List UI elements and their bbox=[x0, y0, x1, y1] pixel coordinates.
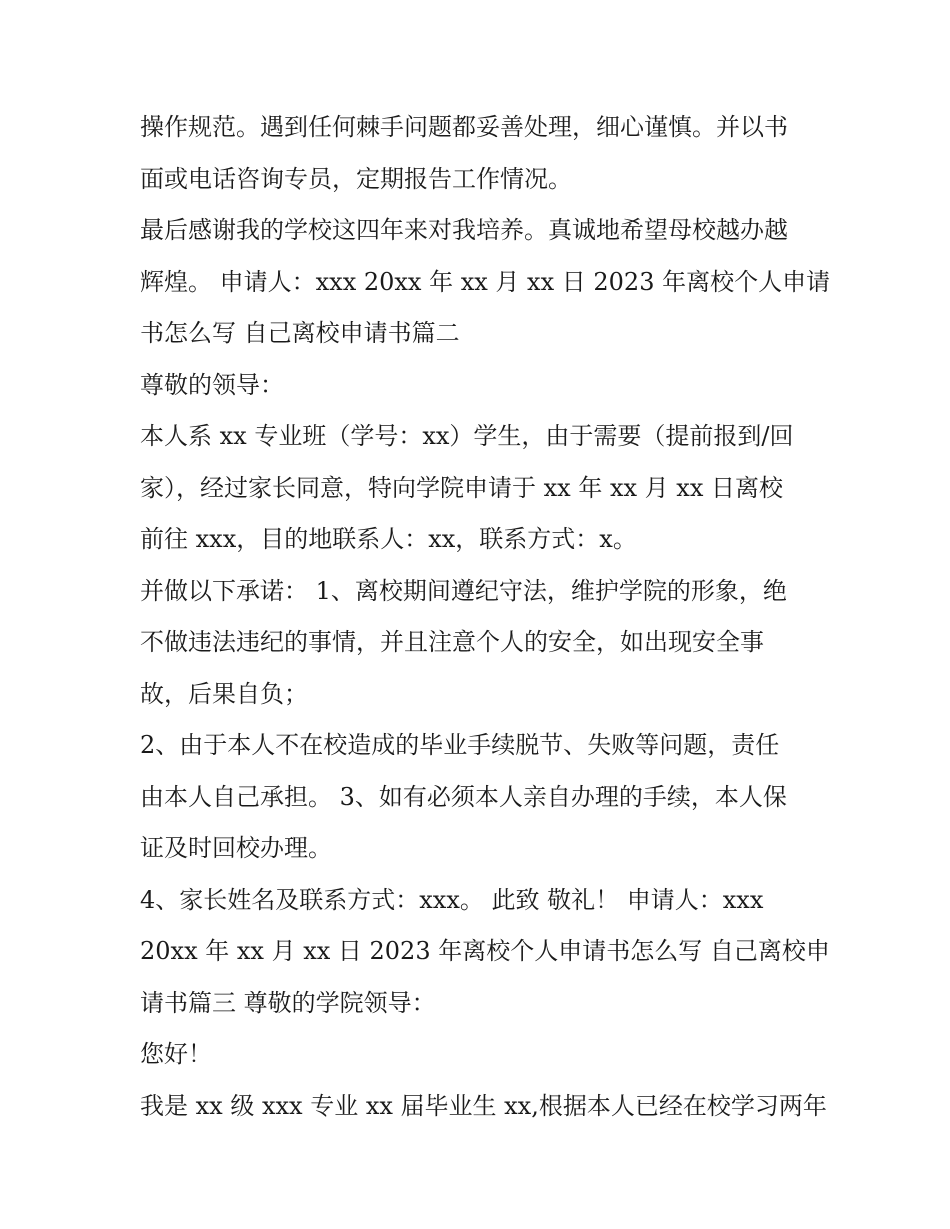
text-line: 书怎么写 自己离校申请书篇二 bbox=[140, 319, 460, 347]
text-line: 最后感谢我的学校这四年来对我培养。真诚地希望母校越办越 bbox=[140, 216, 788, 244]
text-line: 证及时回校办理。 bbox=[140, 834, 332, 862]
text-line: 您好！ bbox=[140, 1040, 212, 1068]
text-line: 并做以下承诺： 1、离校期间遵纪守法，维护学院的形象，绝 bbox=[140, 576, 787, 605]
text-line: 不做违法违纪的事情，并且注意个人的安全，如出现安全事 bbox=[140, 628, 764, 656]
text-line: 尊敬的领导： bbox=[140, 370, 284, 399]
text-line: 我是 xx 级 xxx 专业 xx 届毕业生 xx,根据本人已经在校学习两年 bbox=[140, 1091, 827, 1120]
text-line: 面或电话咨询专员，定期报告工作情况。 bbox=[140, 164, 572, 193]
text-line: 故，后果自负； bbox=[140, 679, 308, 708]
text-line: 请书篇三 尊敬的学院领导： bbox=[140, 988, 436, 1017]
text-line: 辉煌。 申请人：xxx 20xx 年 xx 月 xx 日 2023 年离校个人申请 bbox=[140, 267, 831, 296]
text-line: 前往 xxx，目的地联系人：xx，联系方式：x。 bbox=[140, 525, 637, 553]
text-line: 由本人自己承担。 3、如有必须本人亲自办理的手续，本人保 bbox=[140, 782, 787, 811]
text-line: 家），经过家长同意，特向学院申请于 xx 年 xx 月 xx 日离校 bbox=[140, 473, 783, 502]
document-body bbox=[140, 102, 830, 1132]
text-line: 操作规范。遇到任何棘手问题都妥善处理，细心谨慎。并以书 bbox=[140, 113, 788, 141]
text-line: 2、由于本人不在校造成的毕业手续脱节、失败等问题，责任 bbox=[140, 731, 780, 759]
text-line: 20xx 年 xx 月 xx 日 2023 年离校个人申请书怎么写 自己离校申 bbox=[140, 937, 830, 965]
text-line: 本人系 xx 专业班（学号：xx）学生，由于需要（提前报到/回 bbox=[140, 422, 794, 450]
text-line: 4、家长姓名及联系方式：xxx。 此致 敬礼！ 申请人：xxx bbox=[140, 885, 764, 914]
